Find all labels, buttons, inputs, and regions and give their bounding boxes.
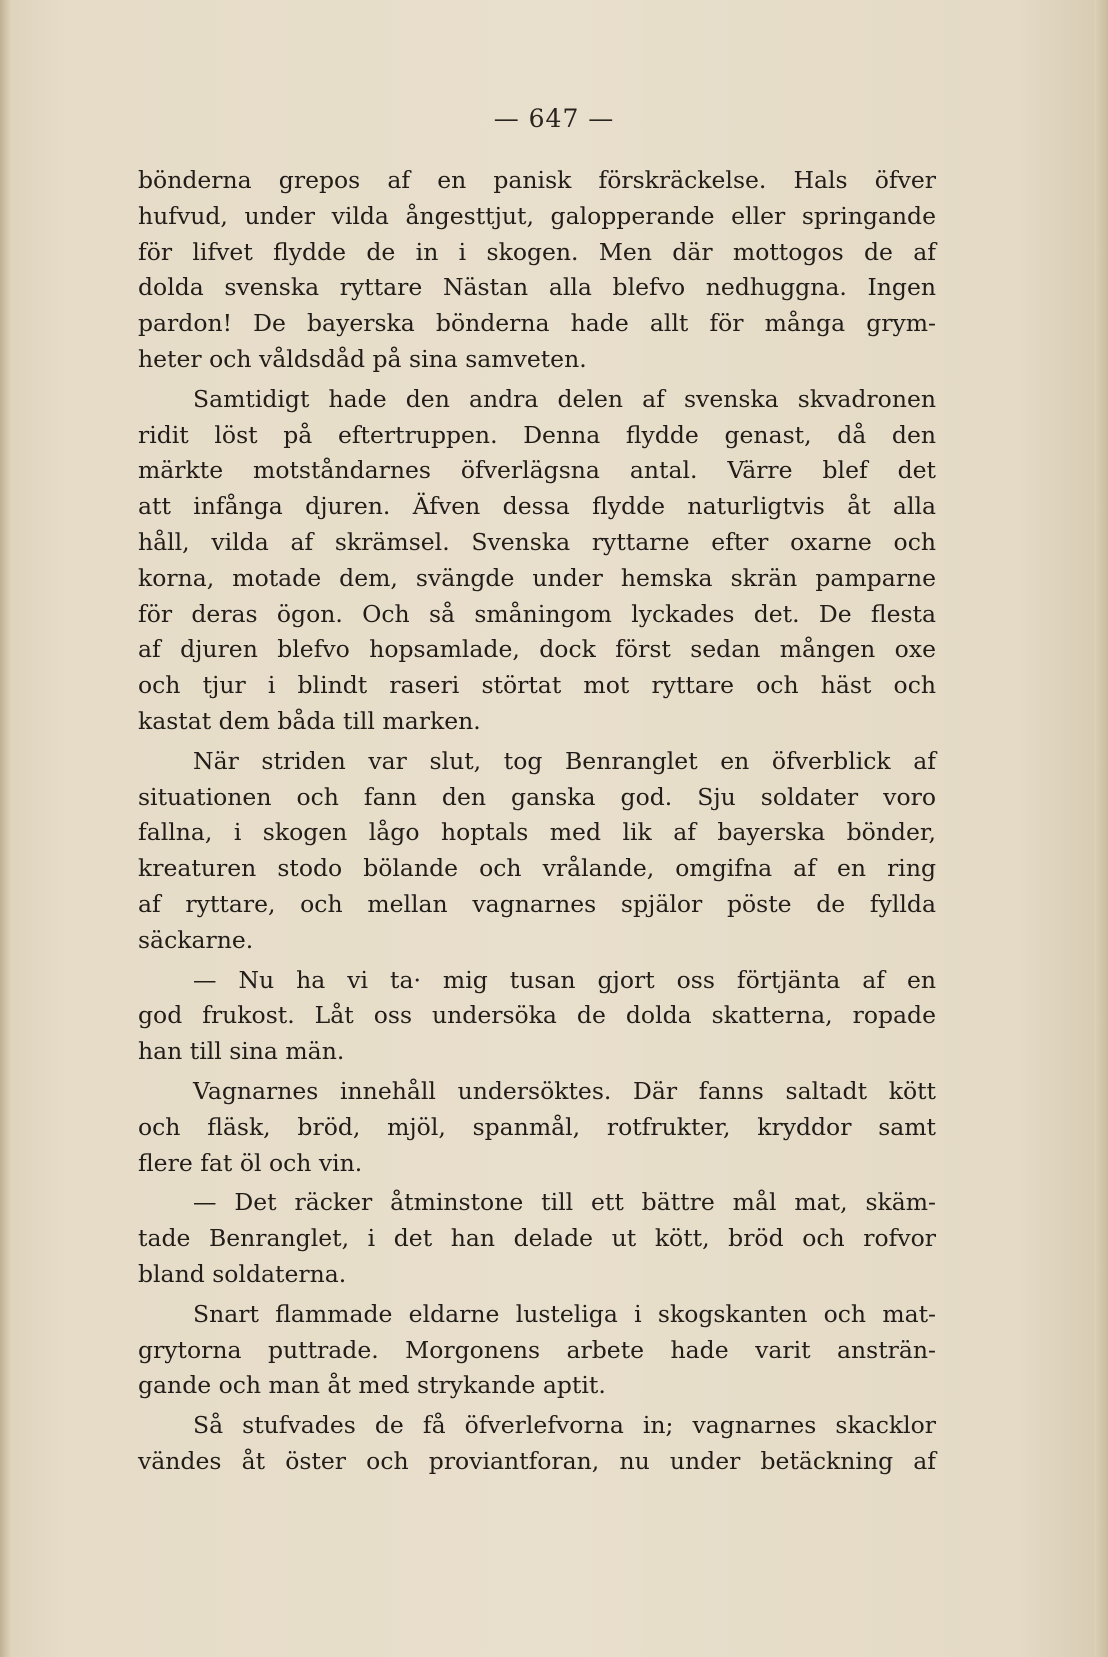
text-line: håll, vilda af skrämsel. Svenska ryttarne efter oxarne och	[138, 527, 936, 556]
text-line: Så stufvades de få öfverlefvorna in; vagnarnes skacklor	[193, 1411, 936, 1440]
text-line: bönderna grepos af en panisk förskräckelse. Hals öfver	[138, 166, 936, 194]
text-line: korna, motade dem, svängde under hemska skrän pamparne	[138, 563, 936, 592]
text-line: — Nu ha vi ta· mig tusan gjort oss förtjänta af en	[193, 965, 936, 994]
text-line: När striden var slut, tog Benranglet en öfverblick af	[193, 746, 936, 775]
text-line: märkte motståndarnes öfverlägsna antal. Värre blef det	[138, 456, 936, 485]
text-line: situationen och fann den ganska god. Sju soldater voro	[138, 782, 936, 811]
text-line: tade Benranglet, i det han delade ut kött, bröd och rofvor	[138, 1224, 936, 1253]
page-number: — 647 —	[493, 104, 615, 133]
body-text	[138, 163, 936, 1480]
text-line: att infånga djuren. Äfven dessa flydde naturligtvis åt alla	[138, 492, 936, 521]
text-line: Snart flammade eldarne lusteliga i skogskanten och mat-	[193, 1299, 936, 1328]
text-line: vändes åt öster och proviantforan, nu under betäckning af	[138, 1446, 936, 1475]
text-line: kastat dem båda till marken.	[138, 706, 481, 735]
text-line: — Det räcker åtminstone till ett bättre mål mat, skäm-	[193, 1188, 936, 1217]
text-line: god frukost. Låt oss undersöka de dolda skatterna, ropade	[138, 1001, 936, 1030]
text-line: han till sina män.	[138, 1037, 345, 1066]
text-line: flere fat öl och vin.	[138, 1148, 363, 1177]
text-line: heter och våldsdåd på sina samveten.	[138, 344, 587, 373]
text-line: pardon! De bayerska bönderna hade allt för många grym-	[138, 309, 936, 338]
text-line: hufvud, under vilda ångesttjut, galopperande eller springande	[138, 201, 936, 230]
text-line: bland soldaterna.	[138, 1259, 347, 1288]
text-line: grytorna puttrade. Morgonens arbete hade varit ansträn-	[138, 1335, 936, 1364]
text-line: kreaturen stodo bölande och vrålande, omgifna af en ring	[138, 854, 936, 883]
page-edge-left	[0, 0, 10, 1657]
text-line: af djuren blefvo hopsamlade, dock först sedan mången oxe	[138, 635, 936, 664]
text-line: Samtidigt hade den andra delen af svenska skvadronen	[193, 384, 936, 413]
text-line: dolda svenska ryttare Nästan alla blefvo nedhuggna. Ingen	[138, 273, 936, 302]
page-edge-right	[1094, 0, 1108, 1657]
text-line: säckarne.	[138, 925, 254, 954]
text-line: för lifvet flydde de in i skogen. Men där mottogos de af	[138, 237, 936, 266]
text-line: och fläsk, bröd, mjöl, spanmål, rotfrukter, kryddor samt	[138, 1112, 936, 1141]
text-line: Vagnarnes innehåll undersöktes. Där fanns saltadt kött	[193, 1076, 936, 1105]
text-line: fallna, i skogen lågo hoptals med lik af bayerska bönder,	[138, 818, 936, 847]
text-line: för deras ögon. Och så småningom lyckades det. De flesta	[138, 599, 936, 628]
text-line: och tjur i blindt raseri störtat mot ryttare och häst och	[138, 671, 936, 700]
text-line: af ryttare, och mellan vagnarnes spjälor pöste de fyllda	[138, 889, 936, 918]
text-line: ridit löst på eftertruppen. Denna flydde genast, då den	[138, 420, 936, 449]
text-line: gande och man åt med strykande aptit.	[138, 1371, 606, 1400]
